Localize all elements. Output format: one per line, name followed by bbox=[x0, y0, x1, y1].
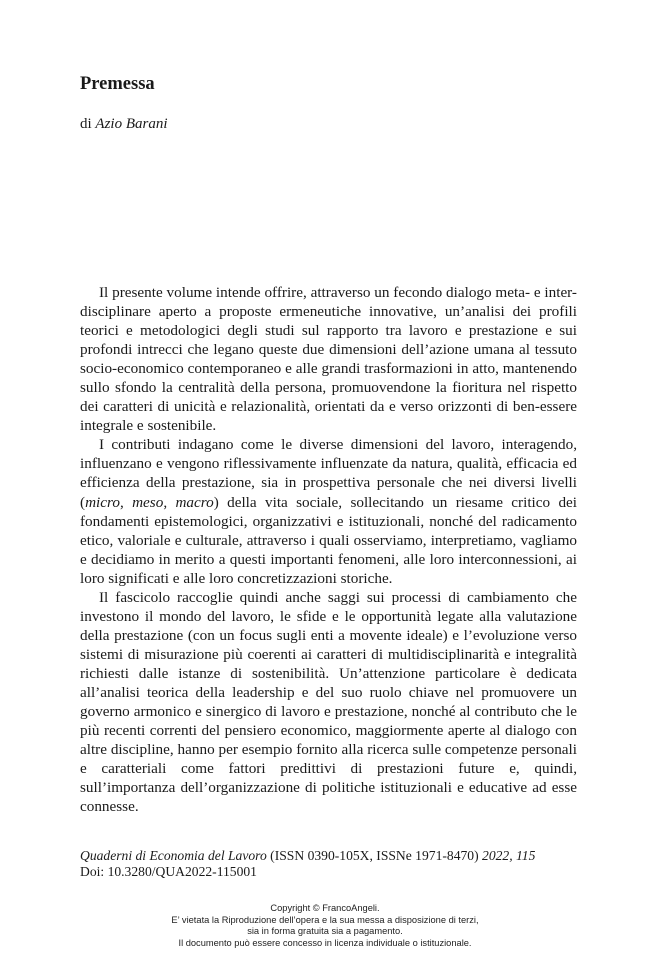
copyright-line: Il documento può essere concesso in licenza individuale o istituzionale. bbox=[178, 937, 472, 948]
issn: (ISSN 0390-105X, ISSNe 1971-8470) bbox=[266, 848, 483, 863]
term-macro: macro bbox=[175, 493, 214, 511]
doi: Doi: 10.3280/QUA2022-115001 bbox=[80, 864, 257, 879]
citation-line bbox=[80, 848, 535, 864]
separator: , bbox=[163, 493, 176, 511]
paragraph-text: Il presente volume intende offrire, attraverso un fecondo dialogo meta- e inter- disciplinare aperto a proposte ermeneutiche innovative, un’analisi dei profili teorici e metodologici degli studi sul rapporto tra lavoro e prestazione e sui profondi intrecci che legano queste due dimensioni dell’azione umana al tessuto socio-economico contemporaneo e alle grandi trasformazioni in atto, mantenendo sullo sfondo la centralità della persona, promuovendone la fioritura nel rispetto dei caratteri di unicità e relazionalità, orientati da e verso orizzonti di ben-essere integrale e sostenibile. bbox=[80, 284, 577, 435]
journal-name: Quaderni di Economia del Lavoro bbox=[80, 848, 267, 863]
copyright-line: Copyright © FrancoAngeli. bbox=[270, 903, 380, 913]
paragraph-text: Il fascicolo raccoglie quindi anche saggi sui processi di cambiamento che investono il mondo del lavoro, le sfide e le opportunità legate alla valutazione della prestazione (con un focus sugli enti a movente ideale) e l’evoluzione verso sistemi di misurazione più coerenti ai caratteri di multidisciplinarità e integralità richiesti dalle istanze di sostenibilità. Un’attenzione particolare è dedicata all’analisi teorica della leadership e del suo ruolo chiave nel promuovere un governo armonico e sinergico di lavoro e prestazione, nonché al contributo che le più recenti correnti del pensiero economico, maggiormente aperte al dialogo con altre discipline, hanno per esempio fornito alla ricerca sulle competenze personali e caratteriali come fattori predittivi di prestazioni future e, quindi, sull’importanza dell’organizzazione di politiche istituzionali e educative ad esse connesse. bbox=[80, 588, 577, 816]
term-meso: meso bbox=[132, 493, 164, 511]
paragraph-2 bbox=[80, 435, 577, 587]
term-micro: micro bbox=[85, 493, 120, 511]
paragraph-3 bbox=[80, 588, 577, 817]
author-name: Azio Barani bbox=[95, 116, 168, 132]
paragraph-text: ) della vita sociale, sollecitando un riesame critico dei fondamenti epistemologici, organizzativi e istituzionali, nonché del radicamento etico, valoriale e culturale, attraverso i quali osserviamo, interpretiamo, vagliamo e decidiamo in merito a questi importanti fenomeni, alle loro interconnessioni, ai loro significati e alle loro concretizzazioni storiche. bbox=[80, 493, 578, 587]
byline-prefix: di bbox=[80, 116, 96, 132]
copyright-notice bbox=[0, 903, 650, 949]
page-title: Premessa bbox=[80, 74, 155, 94]
citation bbox=[80, 848, 535, 880]
copyright-line: sia in forma gratuita sia a pagamento. bbox=[247, 926, 403, 936]
body-text bbox=[80, 283, 577, 816]
paragraph-text: I contributi indagano come le diverse dimensioni del lavoro, interagendo, influenzano e vengono riflessivamente influenzate da natura, qualità, efficacia ed efficienza della prestazione, sia in prospettiva personale che nei diversi livelli ( bbox=[80, 436, 577, 511]
byline bbox=[80, 116, 168, 133]
paragraph-1 bbox=[80, 283, 577, 435]
separator: , bbox=[119, 493, 133, 511]
copyright-line: E’ vietata la Riproduzione dell’opera e la sua messa a disposizione di terzi, bbox=[171, 914, 479, 925]
issue: 2022, 115 bbox=[482, 848, 536, 863]
